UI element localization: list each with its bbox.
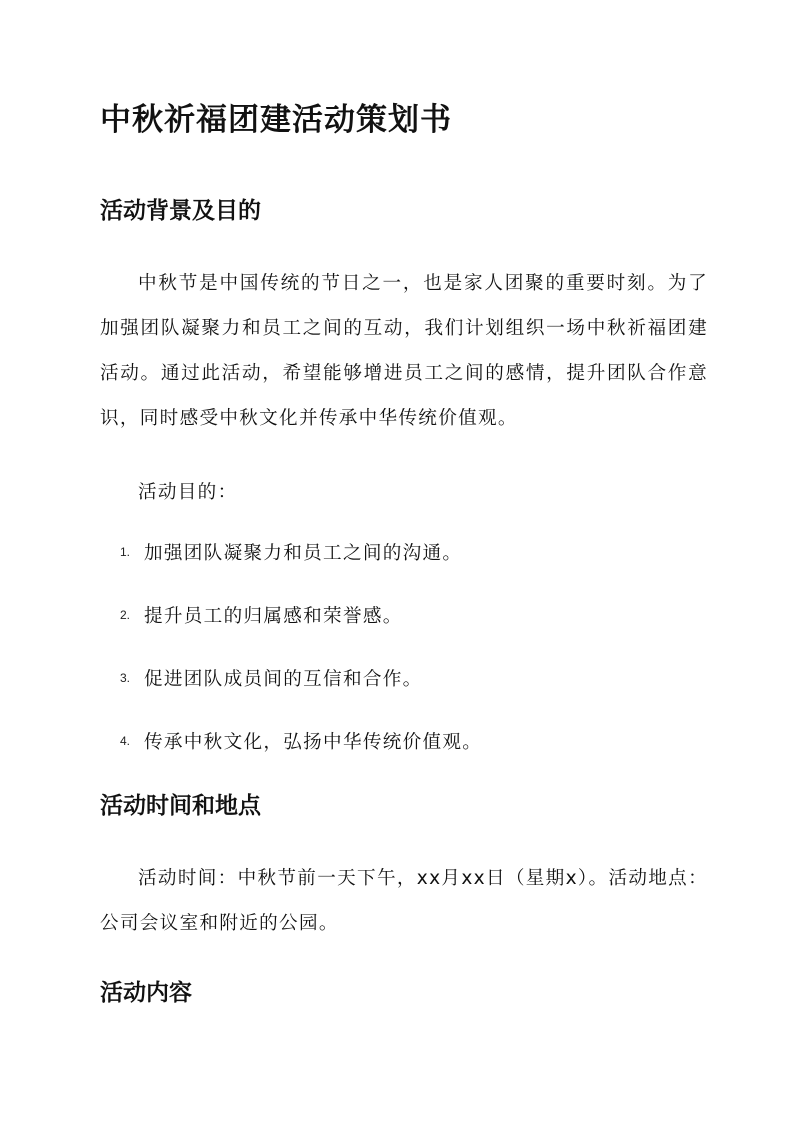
goals-label: 活动目的： <box>138 482 238 503</box>
goal-text: 加强团队凝聚力和员工之间的沟通。 <box>144 543 463 564</box>
goal-item <box>120 600 700 630</box>
goal-item <box>120 726 700 756</box>
goal-number: 3. <box>120 671 131 685</box>
time-place-paragraph: 活动时间：中秋节前一天下午，xx月xx日（星期x）。活动地点：公司会议室和附近的公园。 <box>100 868 708 934</box>
background-paragraph: 中秋节是中国传统的节日之一，也是家人团聚的重要时刻。为了加强团队凝聚力和员工之间的互动，我们计划组织一场中秋祈福团建活动。通过此活动，希望能够增进员工之间的感情，提升团队合作意识，同时感受中秋文化并传承中华传统价值观。 <box>100 273 708 429</box>
goal-number: 4. <box>120 734 131 748</box>
goal-item <box>120 663 700 693</box>
section-heading-content: 活动内容 <box>100 980 192 1006</box>
goal-text: 促进团队成员间的互信和合作。 <box>144 669 423 690</box>
goal-text: 提升员工的归属感和荣誉感。 <box>144 606 403 627</box>
goal-text: 传承中秋文化，弘扬中华传统价值观。 <box>144 732 483 753</box>
document-title: 中秋祈福团建活动策划书 <box>100 102 452 138</box>
goal-number: 1. <box>120 545 131 559</box>
section-heading-background: 活动背景及目的 <box>100 198 261 224</box>
goal-number: 2. <box>120 608 131 622</box>
goal-item <box>120 537 700 567</box>
section-heading-time-place: 活动时间和地点 <box>100 793 261 819</box>
